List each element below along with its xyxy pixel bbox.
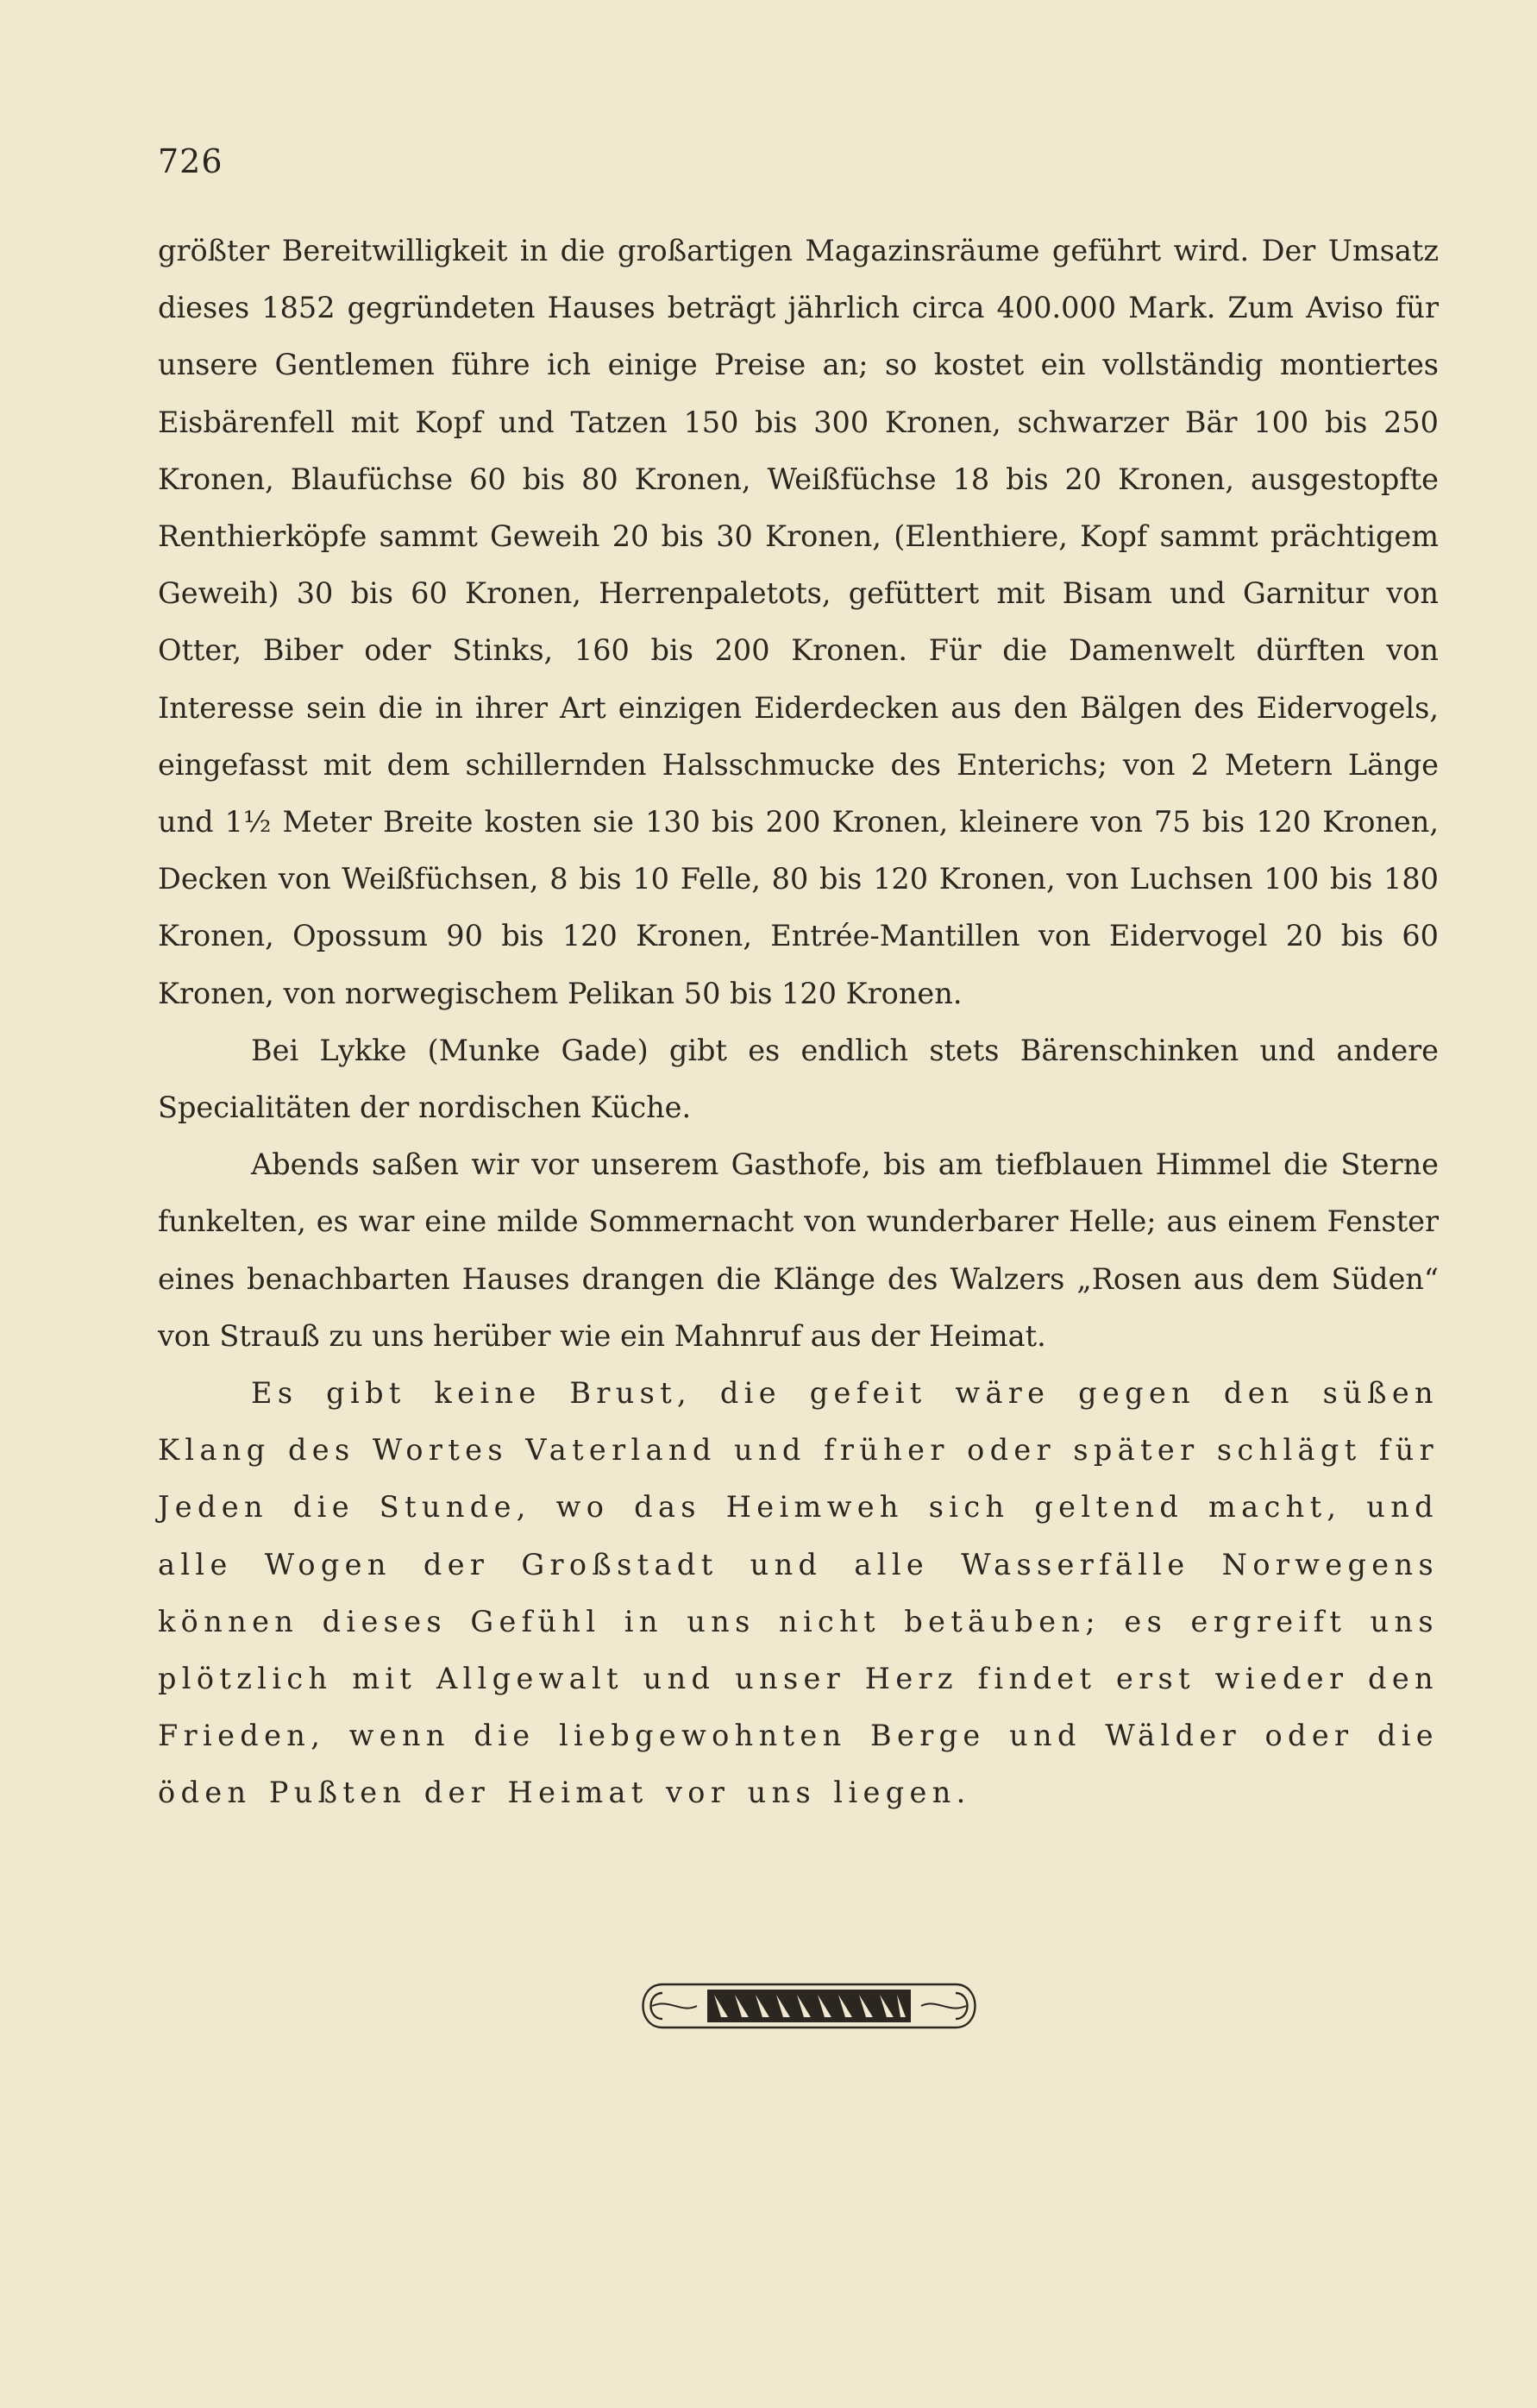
paragraph-1: größter Bereitwilligkeit in die großartigen Magazinsräume geführt wird. Der Umsatz dieses 1852 gegründeten Hauses beträgt jährlich circa 400.000 Mark. Zum Avisо für unsere Gentlemen führe ich einige Preise an; so kostet ein vollständig montiertes Eisbärenfell mit Kopf und Tatzen 150 bis 300 Kronen, schwarzer Bär 100 bis 250 Kronen, Blaufüchse 60 bis 80 Kronen, Weißfüchse 18 bis 20 Kronen, ausgestopfte Renthierköpfe sammt Geweih 20 bis 30 Kronen, (Elenthiere, Kopf sammt prächtigem Geweih) 30 bis 60 Kronen, Herrenpaletots, gefüttert mit Bisam und Garnitur von Otter, Biber oder Stinks, 160 bis 200 Kronen. Für die Damenwelt dürften von Interesse sein die in ihrer Art einzigen Eiderdecken aus den Bälgen des Eidervogels, eingefasst mit dem schillernden Halsschmucke des Enterichs; von 2 Metern Länge und 1½ Meter Breite kosten sie 130 bis 200 Kronen, kleinere von 75 bis 120 Kronen, Decken von Weißfüchsen, 8 bis 10 Felle, 80 bis 120 Kronen, von Luchsen 100 bis 180 Kronen, Opossum 90 bis 120 Kronen, Entrée-Mantillen von Eidervogel 20 bis 60 Kronen, von norwegischem Pelikan 50 bis 120 Kronen. (158, 234, 1439, 1010)
body-text (158, 223, 1439, 1822)
paragraph-4: Es gibt keine Brust, die gefeit wäre gegen den süßen Klang des Wortes Vaterland und früher oder später schlägt für Jeden die Stunde, wo das Heimweh sich geltend macht, und alle Wogen der Großstadt und alle Wasserfälle Norwegens können dieses Gefühl in uns nicht betäuben; es ergreift uns plötzlich mit Allgewalt und unser Herz findet erst wieder den Frieden, wenn die liebgewohnten Berge und Wälder oder die öden Pußten der Heimat vor uns liegen. (158, 1376, 1439, 1810)
paragraph-2: Bei Lykke (Munke Gade) gibt es endlich stets Bärenschinken und andere Specialitäten der nordischen Küche. (158, 1033, 1439, 1125)
page-number: 726 (158, 142, 223, 180)
paragraph-3: Abends saßen wir vor unserem Gasthofe, bis am tiefblauen Himmel die Sterne funkelten, es war eine milde Sommernacht von wunderbarer Helle; aus einem Fenster eines benachbarten Hauses drangen die Klänge des Walzers „Rosen aus dem Süden“ von Strauß zu uns herüber wie ein Mahnruf aus der Heimat. (158, 1147, 1439, 1353)
scroll-vignette-icon (628, 1974, 990, 2038)
